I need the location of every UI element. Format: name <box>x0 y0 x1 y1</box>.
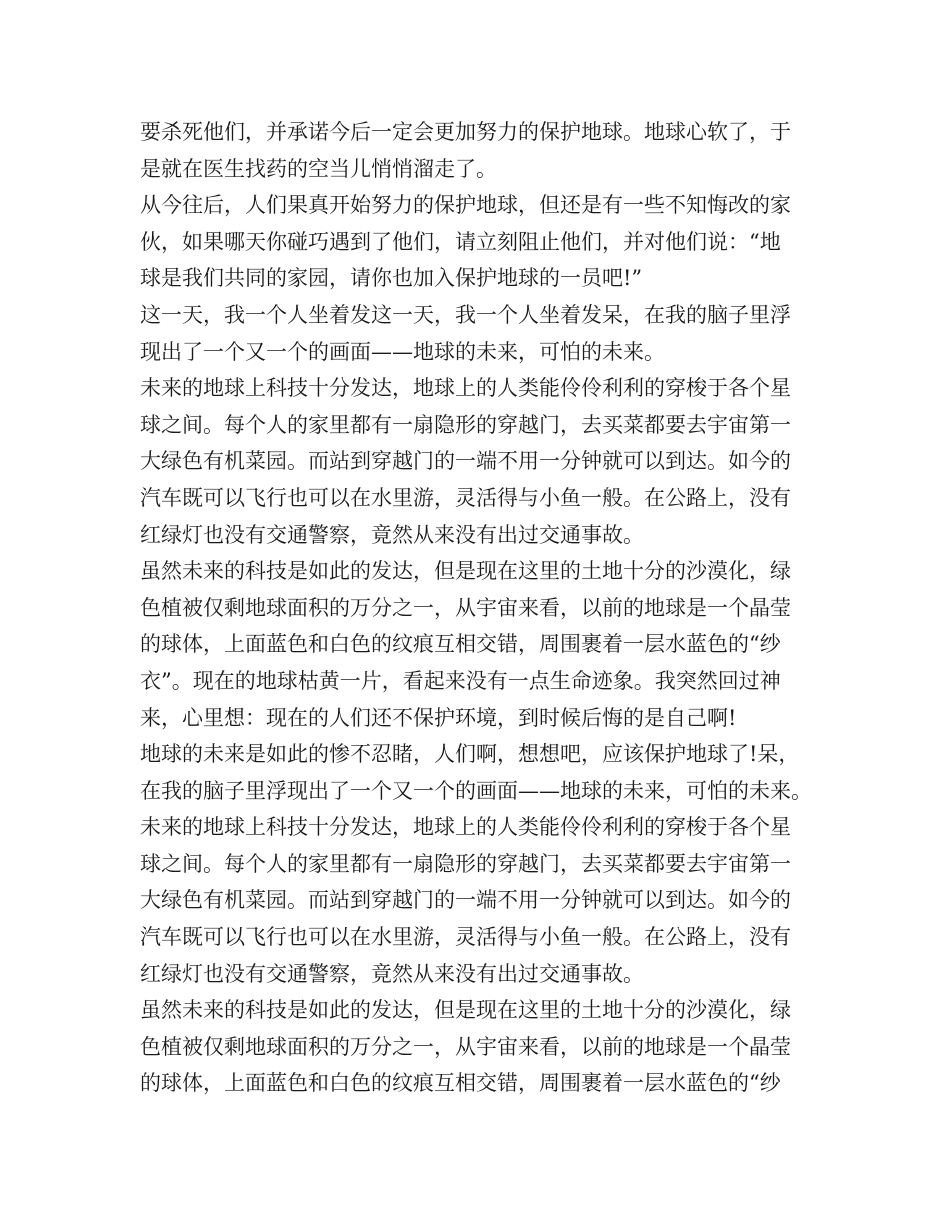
text-line: 来，心里想：现在的人们还不保护环境，到时候后悔的是自己啊! <box>140 705 737 730</box>
text-line: 色植被仅剩地球面积的万分之一，从宇宙来看，以前的地球是一个晶莹 <box>140 1034 791 1059</box>
text-line: 球之间。每个人的家里都有一扇隐形的穿越门，去买菜都要去宇宙第一 <box>140 851 791 876</box>
text-line: 球之间。每个人的家里都有一扇隐形的穿越门，去买菜都要去宇宙第一 <box>140 412 791 437</box>
text-line: 未来的地球上科技十分发达，地球上的人类能伶伶利利的穿梭于各个星 <box>140 815 791 840</box>
text-line: 未来的地球上科技十分发达，地球上的人类能伶伶利利的穿梭于各个星 <box>140 376 791 401</box>
text-line: 的球体，上面蓝色和白色的纹痕互相交错，周围裹着一层水蓝色的“纱 <box>140 632 781 657</box>
text-line: 色植被仅剩地球面积的万分之一，从宇宙来看，以前的地球是一个晶莹 <box>140 595 791 620</box>
text-line: 在我的脑子里浮现出了一个又一个的画面——地球的未来，可怕的未来。 <box>140 778 812 803</box>
text-line: 从今往后，人们果真开始努力的保护地球，但还是有一些不知悔改的家 <box>140 193 791 218</box>
text-line: 是就在医生找药的空当儿悄悄溜走了。 <box>140 156 497 181</box>
text-line: 红绿灯也没有交通警察，竟然从来没有出过交通事故。 <box>140 961 644 986</box>
text-line: 汽车既可以飞行也可以在水里游，灵活得与小鱼一般。在公路上，没有 <box>140 925 791 950</box>
text-line: 衣”。现在的地球枯黄一片，看起来没有一点生命迹象。我突然回过神 <box>140 668 781 693</box>
text-line: 球是我们共同的家园，请你也加入保护地球的一员吧!” <box>140 266 643 291</box>
text-line: 的球体，上面蓝色和白色的纹痕互相交错，周围裹着一层水蓝色的“纱 <box>140 1071 781 1096</box>
text-line: 伙，如果哪天你碰巧遇到了他们，请立刻阻止他们，并对他们说：“地 <box>140 229 781 254</box>
text-line: 这一天，我一个人坐着发这一天，我一个人坐着发呆，在我的脑子里浮 <box>140 302 791 327</box>
text-line: 虽然未来的科技是如此的发达，但是现在这里的土地十分的沙漠化，绿 <box>140 559 791 584</box>
text-line: 现出了一个又一个的画面——地球的未来，可怕的未来。 <box>140 339 665 364</box>
text-line: 大绿色有机菜园。而站到穿越门的一端不用一分钟就可以到达。如今的 <box>140 888 791 913</box>
text-line: 汽车既可以飞行也可以在水里游，灵活得与小鱼一般。在公路上，没有 <box>140 485 791 510</box>
text-line: 红绿灯也没有交通警察，竟然从来没有出过交通事故。 <box>140 522 644 547</box>
text-line: 地球的未来是如此的惨不忍睹，人们啊，想想吧，应该保护地球了!呆， <box>140 742 800 767</box>
text-line: 虽然未来的科技是如此的发达，但是现在这里的土地十分的沙漠化，绿 <box>140 998 791 1023</box>
document-body <box>140 114 820 1102</box>
text-line: 大绿色有机菜园。而站到穿越门的一端不用一分钟就可以到达。如今的 <box>140 449 791 474</box>
text-line: 要杀死他们，并承诺今后一定会更加努力的保护地球。地球心软了，于 <box>140 120 791 144</box>
